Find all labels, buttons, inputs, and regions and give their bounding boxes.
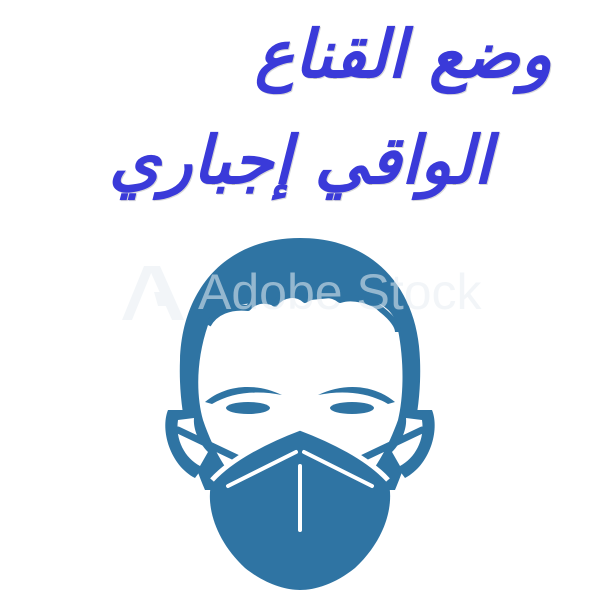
title-line-1: وضع القناع (254, 16, 552, 93)
title-line-2: الواقي إجباري (108, 122, 492, 199)
right-eye (330, 402, 374, 414)
watermark-text: Adobe Stock (198, 264, 482, 320)
left-eye (226, 402, 270, 414)
